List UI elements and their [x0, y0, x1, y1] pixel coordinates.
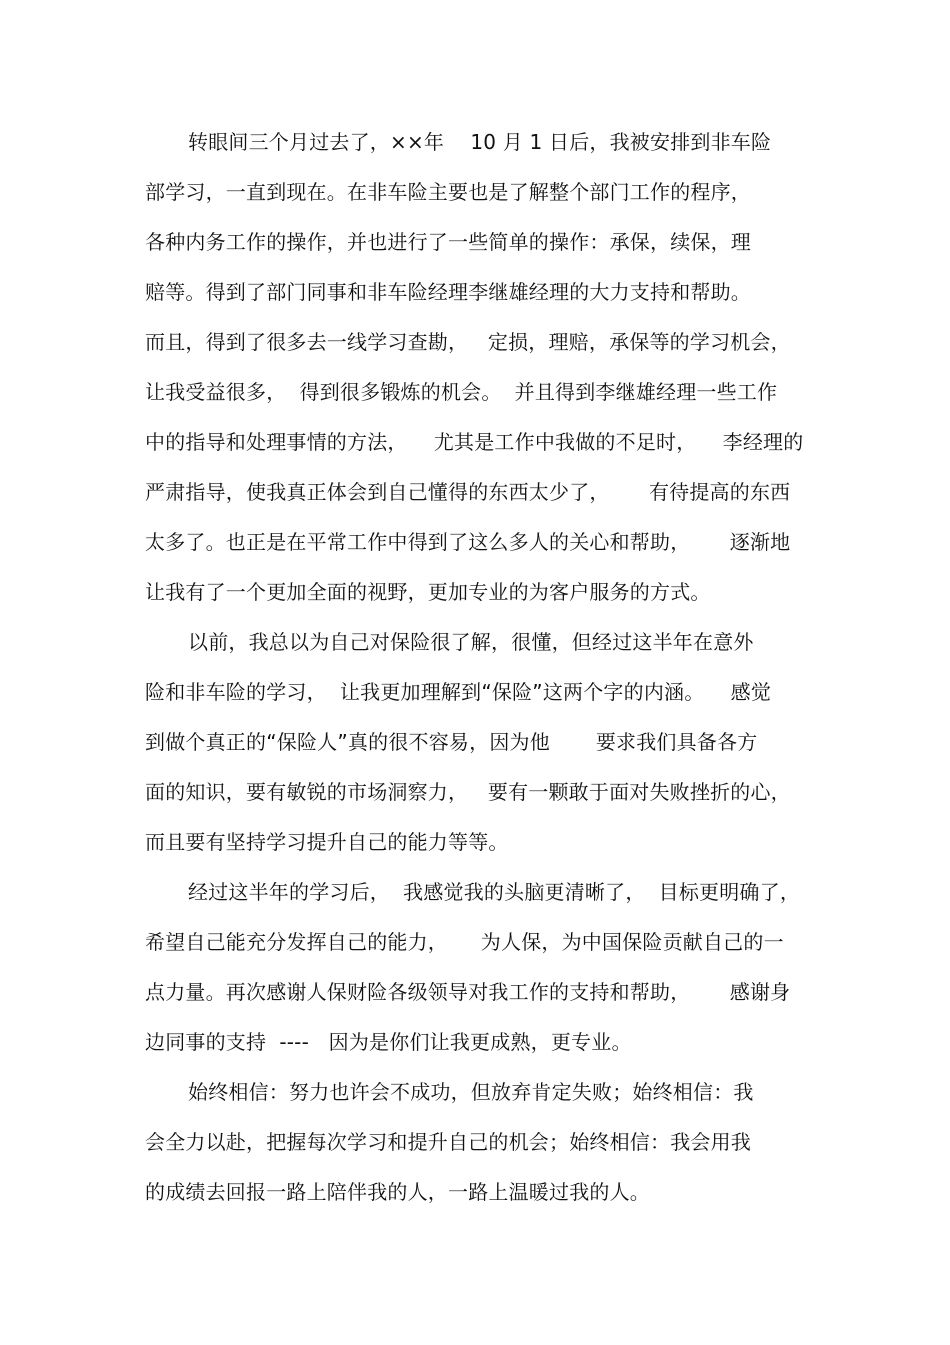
text-line: 会全力以赴，把握每次学习和提升自己的机会；始终相信：我会用我 — [145, 1130, 751, 1154]
text-line: 而且，得到了很多去一线学习查勘， 定损，理赔，承保等的学习机会， — [145, 330, 791, 354]
text-line: 希望自己能充分发挥自己的能力， 为人保，为中国保险贡献自己的一 — [145, 930, 784, 954]
text-line: 到做个真正的“保险人”真的很不容易，因为他 要求我们具备各方 — [145, 730, 758, 754]
text-line: 让我有了一个更加全面的视野，更加专业的为客户服务的方式。 — [145, 580, 711, 604]
text-line: 赔等。得到了部门同事和非车险经理李继雄经理的大力支持和帮助。 — [145, 280, 751, 304]
text-line: 始终相信：努力也许会不成功，但放弃肯定失败；始终相信：我 — [188, 1080, 754, 1104]
text-line: 中的指导和处理事情的方法， 尤其是工作中我做的不足时， 李经理的 — [145, 430, 804, 454]
text-line: 让我受益很多， 得到很多锻炼的机会。 并且得到李继雄经理一些工作 — [145, 380, 778, 404]
text-line: 各种内务工作的操作，并也进行了一些简单的操作：承保，续保，理 — [145, 230, 751, 254]
text-line: 以前，我总以为自己对保险很了解，很懂，但经过这半年在意外 — [188, 630, 754, 654]
text-line: 经过这半年的学习后， 我感觉我的头脑更清晰了， 目标更明确了， — [188, 880, 801, 904]
text-line: 太多了。也正是在平常工作中得到了这么多人的关心和帮助， 逐渐地 — [145, 530, 791, 554]
text-line: 险和非车险的学习， 让我更加理解到“保险”这两个字的内涵。 感觉 — [145, 680, 772, 704]
text-line: 点力量。再次感谢人保财险各级领导对我工作的支持和帮助， 感谢身 — [145, 980, 791, 1004]
text-line: 转眼间三个月过去了，××年 10 月 1 日后，我被安排到非车险 — [188, 130, 772, 154]
text-line: 部学习，一直到现在。在非车险主要也是了解整个部门工作的程序， — [145, 180, 751, 204]
text-line: 严肃指导，使我真正体会到自己懂得的东西太少了， 有待提高的东西 — [145, 480, 791, 504]
text-line: 的成绩去回报一路上陪伴我的人，一路上温暖过我的人。 — [145, 1180, 650, 1204]
text-line: 面的知识，要有敏锐的市场洞察力， 要有一颗敢于面对失败挫折的心， — [145, 780, 791, 804]
text-line: 边同事的支持 ---- 因为是你们让我更成熟，更专业。 — [145, 1030, 632, 1054]
text-line: 而且要有坚持学习提升自己的能力等等。 — [145, 830, 509, 854]
